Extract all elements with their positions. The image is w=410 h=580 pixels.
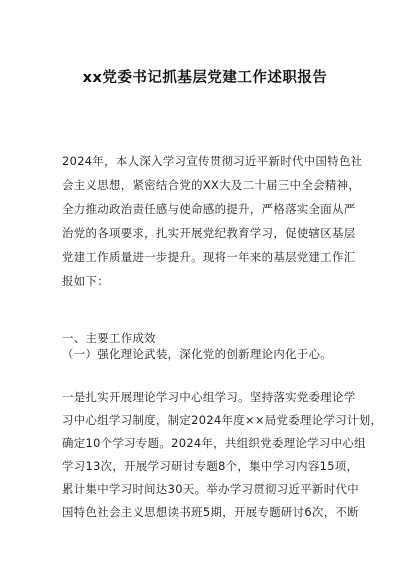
body-line: 一是扎实开展理论学习中心组学习。坚持落实党委理论学 <box>62 390 356 404</box>
subsection-heading: （一）强化理论武装，深化党的创新理论内化于心。 <box>62 347 333 361</box>
intro-line: 2024年，本人深入学习宣传贯彻习近平新时代中国特色社 <box>62 154 363 168</box>
body-line: 国特色社会主义思想读书班5期，开展专题研讨6次，不断 <box>62 505 359 519</box>
intro-line: 党建工作质量进一步提升。现将一年来的基层党建工作汇 <box>62 250 356 264</box>
intro-line: 全力推动政治责任感与使命感的提升，严格落实全面从严 <box>62 202 356 216</box>
intro-line: 治党的各项要求，扎实开展党纪教育学习，促使辖区基层 <box>62 226 356 240</box>
body-line: 累计集中学习时间达30天。举办学习贯彻习近平新时代中 <box>62 482 359 496</box>
intro-line: 会主义思想，紧密结合党的XX大及二十届三中全会精神， <box>62 178 361 192</box>
section-heading: 一、主要工作成效 <box>62 331 156 345</box>
body-line: 确定10个学习专题。2024年，共组织党委理论学习中心组 <box>62 436 366 450</box>
body-line: 习中心组学习制度，制定2024年度××局党委理论学习计划， <box>62 413 383 427</box>
document-title: xx党委书记抓基层党建工作述职报告 <box>82 70 328 86</box>
intro-line: 报如下： <box>62 274 109 288</box>
body-line: 学习13次，开展学习研讨专题8个，集中学习内容15项， <box>62 459 359 473</box>
